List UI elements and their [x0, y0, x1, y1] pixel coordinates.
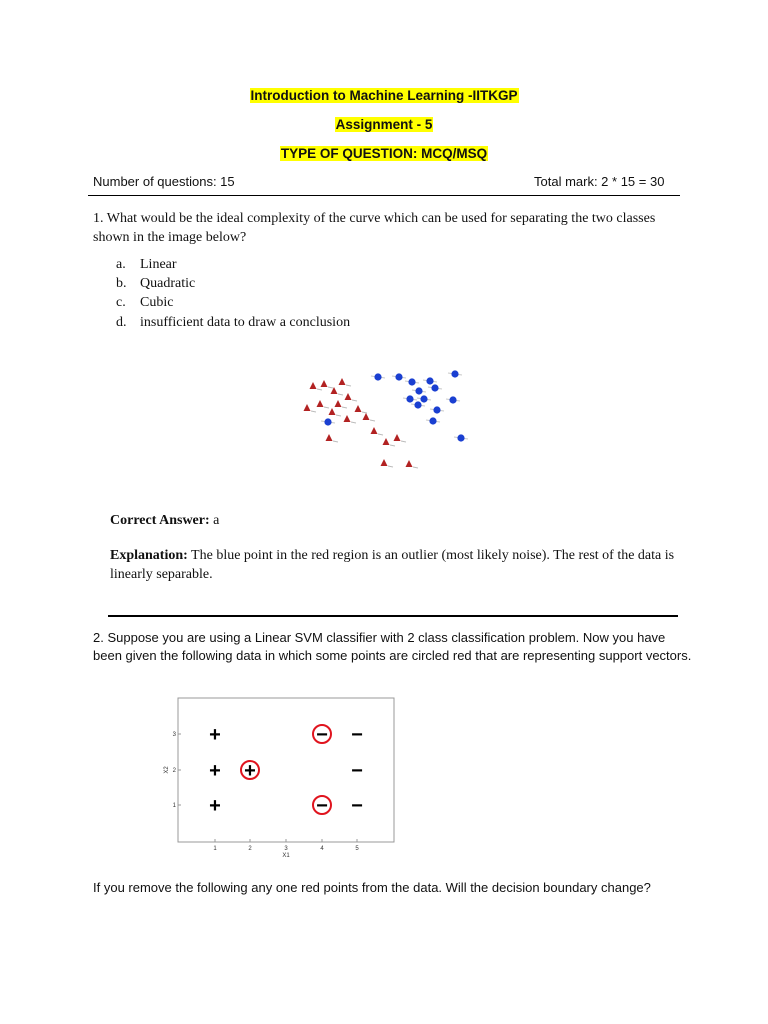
minus-marker: −	[351, 795, 363, 817]
header-divider	[88, 195, 680, 196]
red-triangle-point	[355, 405, 362, 412]
plus-marker: +	[209, 724, 221, 746]
blue-dot-point	[324, 418, 331, 425]
point-shadow	[324, 407, 329, 408]
explanation-text: The blue point in the red region is an outlier (most likely noise). The rest of the data is linearly separable.	[110, 548, 675, 582]
point-shadow	[338, 394, 343, 395]
explanation-label: Explanation:	[110, 548, 188, 563]
minus-marker: −	[316, 795, 328, 817]
red-triangle-point	[317, 400, 324, 407]
red-triangle-point	[383, 438, 390, 445]
option-label: b.	[116, 276, 127, 291]
point-shadow	[352, 400, 357, 401]
y-tick-labels	[173, 732, 177, 809]
option-text: Cubic	[140, 295, 174, 310]
red-triangle-point	[344, 415, 351, 422]
assignment-title	[0, 117, 768, 132]
point-shadow	[390, 445, 395, 446]
red-triangle-point	[371, 427, 378, 434]
q1-option-a	[116, 257, 177, 273]
red-triangle-point	[339, 378, 346, 385]
q1-text: 1. What would be the ideal complexity of the curve which can be used for separating the two classes shown in the image below?	[93, 211, 656, 245]
blue-dot-point	[433, 406, 440, 413]
total-mark: Total mark: 2 * 15 = 30	[534, 174, 665, 189]
blue-dot-point	[431, 384, 438, 391]
answer-value: a	[209, 513, 220, 528]
y-tick-label: 3	[172, 732, 176, 738]
minus-marker: −	[316, 724, 328, 746]
course-title-text: Introduction to Machine Learning -IITKGP	[250, 88, 518, 103]
red-triangle-point	[329, 408, 336, 415]
red-triangle-point	[394, 434, 401, 441]
plus-marker: +	[244, 760, 256, 782]
q1-option-b	[116, 276, 195, 292]
blue-dot-point	[429, 417, 436, 424]
option-text: Linear	[140, 257, 177, 272]
y-tick-label: 2	[172, 768, 176, 774]
blue-dot-point	[406, 395, 413, 402]
q2-followup: If you remove the following any one red points from the data. Will the decision boundary change?	[93, 880, 651, 895]
q2-text: 2. Suppose you are using a Linear SVM classifier with 2 class classification problem. Now you have been given the following data in which some points are circled red that are representing support vectors.	[93, 630, 692, 663]
red-triangle-point	[326, 434, 333, 441]
red-triangle-point	[406, 460, 413, 467]
blue-dot-point	[395, 373, 402, 380]
course-title	[0, 88, 768, 103]
q1-scatter-figure	[296, 364, 476, 474]
x-axis-label: X1	[282, 853, 290, 859]
q1-explanation	[110, 546, 680, 584]
red-triangle-point	[363, 413, 370, 420]
section-divider	[108, 615, 678, 617]
option-label: d.	[116, 315, 127, 330]
q2-svm-plot	[160, 694, 400, 864]
x-tick-label: 5	[355, 846, 359, 852]
num-questions: Number of questions: 15	[93, 174, 235, 189]
option-label: a.	[116, 257, 126, 272]
x-tick-labels	[213, 846, 359, 852]
red-triangle-point	[335, 400, 342, 407]
blue-dot-point	[420, 395, 427, 402]
point-shadow	[333, 441, 338, 442]
x-tick-label: 3	[284, 846, 288, 852]
point-shadow	[328, 387, 333, 388]
point-shadow	[388, 466, 393, 467]
red-triangle-point	[345, 393, 352, 400]
red-triangle-point	[381, 459, 388, 466]
blue-dot-point	[415, 387, 422, 394]
q1-option-d	[116, 315, 350, 331]
point-shadow	[370, 420, 375, 421]
point-shadow	[351, 422, 356, 423]
y-axis-label: X2	[164, 766, 170, 774]
point-shadow	[342, 407, 347, 408]
y-tick-label: 1	[172, 803, 176, 809]
point-shadow	[346, 385, 351, 386]
point-shadow	[336, 415, 341, 416]
point-shadow	[413, 467, 418, 468]
plus-marker: +	[209, 795, 221, 817]
point-shadow	[401, 441, 406, 442]
question-type	[0, 146, 768, 161]
blue-dot-point	[449, 396, 456, 403]
blue-dot-point	[374, 373, 381, 380]
option-text: Quadratic	[140, 276, 196, 291]
blue-dot-point	[457, 434, 464, 441]
red-triangle-point	[304, 404, 311, 411]
answer-label: Correct Answer:	[110, 513, 210, 528]
blue-dot-point	[451, 370, 458, 377]
x-tick-label: 2	[248, 846, 252, 852]
blue-dot-point	[408, 378, 415, 385]
option-label: c.	[116, 295, 126, 310]
blue-dot-point	[426, 377, 433, 384]
point-shadow	[378, 434, 383, 435]
plus-marker: +	[209, 760, 221, 782]
minus-marker: −	[351, 724, 363, 746]
blue-dot-point	[414, 401, 421, 408]
assignment-title-text: Assignment - 5	[335, 117, 433, 132]
point-shadow	[311, 411, 316, 412]
minus-marker: −	[351, 760, 363, 782]
option-text: insufficient data to draw a conclusion	[140, 315, 351, 330]
q1-points-group	[304, 370, 469, 468]
red-triangle-point	[321, 380, 328, 387]
q1-option-c	[116, 295, 173, 311]
red-triangle-point	[310, 382, 317, 389]
x-tick-label: 4	[320, 846, 324, 852]
point-shadow	[362, 412, 367, 413]
question-type-text: TYPE OF QUESTION: MCQ/MSQ	[280, 146, 488, 161]
x-tick-label: 1	[213, 846, 217, 852]
q1-correct-answer	[110, 513, 219, 529]
point-shadow	[317, 389, 322, 390]
